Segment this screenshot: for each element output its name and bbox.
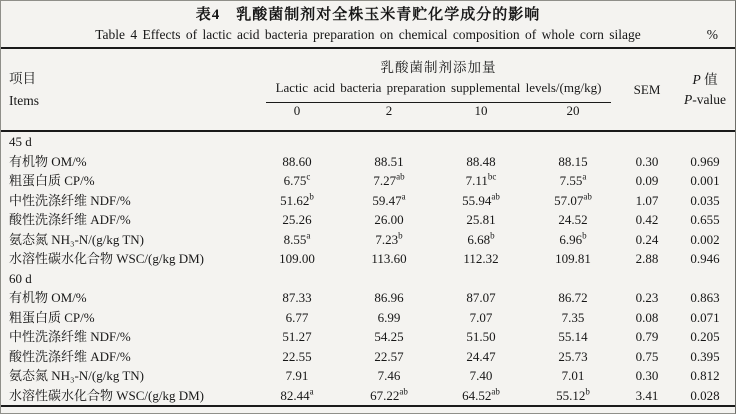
item-cell: 中性洗涤纤维 NDF/% (9, 192, 131, 208)
value-cell: 51.50 (466, 329, 496, 345)
significance-superscript: ab (399, 386, 408, 397)
value-cell: 7.91 (285, 368, 309, 384)
p-cell: 0.863 (690, 290, 720, 306)
value-cell: 25.26 (282, 212, 312, 228)
sem-cell: 0.23 (635, 290, 659, 306)
header-row-top (1, 48, 735, 103)
sem-cell: 0.75 (635, 348, 659, 364)
value-cell: 54.25 (374, 329, 404, 345)
value-cell: 88.51 (374, 153, 404, 169)
item-cell: 氨态氮 NH₃-N/(g/kg TN) (9, 368, 145, 384)
item-cell: 水溶性碳水化合物 WSC/(g/kg DM) (9, 251, 205, 267)
value-cell: 88.48 (466, 153, 496, 169)
section-label-row (1, 269, 735, 289)
significance-superscript: b (490, 230, 495, 241)
significance-superscript: b (309, 191, 314, 202)
p-cell: 0.035 (690, 192, 720, 208)
value-cell: 88.60 (282, 153, 312, 169)
p-cell: 0.002 (690, 231, 720, 247)
value-cell: 6.77 (285, 309, 309, 325)
value-cell: 25.73 (558, 348, 588, 364)
section-label-row (1, 131, 735, 152)
significance-superscript: c (306, 171, 311, 182)
p-cell: 0.205 (690, 329, 720, 345)
value-cell: 22.55 (282, 348, 312, 364)
sem-column-header: SEM (633, 81, 661, 97)
data-row (1, 230, 735, 250)
levels-spanning-header-text (266, 58, 611, 103)
value-cell: 25.81 (466, 212, 496, 228)
value-cell: 57.07$^{ab}$ (554, 191, 592, 208)
p-value-column-header (675, 48, 735, 131)
sem-cell: 0.09 (635, 173, 659, 189)
value-cell: 7.23$^b$ (375, 230, 403, 247)
value-cell: 55.14 (558, 329, 588, 345)
value-cell: 24.47 (466, 348, 496, 364)
items-column-header (1, 48, 251, 131)
value-cell: 112.32 (463, 251, 499, 267)
value-cell: 51.27 (282, 329, 312, 345)
item-cell: 氨态氮 NH₃-N/(g/kg TN) (9, 231, 145, 247)
item-cell: 有机物 OM/% (9, 153, 87, 169)
items-header-zh: 项目 (9, 70, 36, 86)
level-header-10: 10 (474, 103, 488, 118)
significance-superscript: a (306, 230, 311, 241)
p-cell: 0.395 (690, 348, 720, 364)
p-cell: 0.969 (690, 153, 720, 169)
data-row (1, 366, 735, 386)
significance-superscript: ab (396, 171, 405, 182)
sem-cell: 0.42 (635, 212, 659, 228)
value-cell: 87.07 (466, 290, 496, 306)
table-body (1, 131, 735, 406)
item-cell: 酸性洗涤纤维 ADF/% (9, 348, 131, 364)
sem-cell: 2.88 (635, 251, 659, 267)
levels-header-en: Lactic acid bacteria preparation supplemental levels/(mg/kg) (275, 80, 602, 95)
sem-cell: 0.79 (635, 329, 659, 345)
significance-superscript: a (401, 191, 406, 202)
data-row (1, 171, 735, 191)
item-cell: 中性洗涤纤维 NDF/% (9, 329, 131, 345)
levels-spanning-header (251, 48, 619, 103)
sem-cell: 0.30 (635, 153, 659, 169)
value-cell: 55.12$^b$ (556, 386, 590, 403)
p-header-en: P-value (684, 91, 726, 107)
value-cell: 82.44$^a$ (280, 386, 314, 403)
value-cell: 51.62$^b$ (280, 191, 314, 208)
sem-cell: 0.30 (635, 368, 659, 384)
significance-superscript: ab (491, 191, 500, 202)
p-cell: 0.655 (690, 212, 720, 228)
item-cell: 粗蛋白质 CP/% (9, 309, 95, 325)
significance-superscript: a (582, 171, 587, 182)
table-title-en: Table 4 Effects of lactic acid bacteria preparation on chemical composition of whole corn silage (95, 27, 641, 42)
value-cell: 109.00 (279, 251, 315, 267)
item-cell: 水溶性碳水化合物 WSC/(g/kg DM) (9, 387, 205, 403)
data-row (1, 210, 735, 230)
value-cell: 7.27$^{ab}$ (373, 171, 405, 189)
table-header (1, 48, 735, 131)
data-row (1, 308, 735, 328)
sem-cell: 0.08 (635, 309, 659, 325)
significance-superscript: a (309, 386, 314, 397)
p-cell: 0.071 (690, 309, 720, 325)
value-cell: 87.33 (282, 290, 312, 306)
p-cell: 0.812 (690, 368, 720, 384)
sem-cell: 1.07 (635, 192, 659, 208)
value-cell: 8.55$^a$ (283, 230, 311, 247)
data-row (1, 249, 735, 269)
section-label: 45 d (9, 134, 32, 150)
value-cell: 55.94$^{ab}$ (462, 191, 500, 208)
significance-superscript: b (398, 230, 403, 241)
p-header-zh: P 值 (692, 71, 718, 87)
significance-superscript: ab (491, 386, 500, 397)
value-cell: 24.52 (558, 212, 588, 228)
significance-superscript: b (582, 230, 587, 241)
value-cell: 7.07 (469, 309, 493, 325)
p-cell: 0.946 (690, 251, 720, 267)
level-header-0: 0 (293, 103, 301, 118)
value-cell: 6.75$^c$ (283, 171, 311, 189)
value-cell: 113.60 (371, 251, 407, 267)
items-header-en: Items (9, 92, 39, 108)
value-cell: 86.72 (558, 290, 588, 306)
sem-cell: 3.41 (635, 387, 659, 403)
p-cell: 0.028 (690, 387, 720, 403)
table-title-zh: 表4 乳酸菌制剂对全株玉米青贮化学成分的影响 (195, 7, 541, 23)
value-cell: 7.55$^a$ (559, 171, 587, 189)
item-cell: 粗蛋白质 CP/% (9, 173, 95, 189)
table-caption-row (1, 25, 735, 44)
value-cell: 86.96 (374, 290, 404, 306)
item-cell: 酸性洗涤纤维 ADF/% (9, 212, 131, 228)
level-header-2: 2 (385, 103, 393, 118)
value-cell: 64.52$^{ab}$ (462, 386, 500, 403)
unit-label: % (706, 27, 718, 42)
levels-header-zh: 乳酸菌制剂添加量 (380, 60, 497, 75)
data-row (1, 152, 735, 172)
value-cell: 7.46 (377, 368, 401, 384)
data-row (1, 191, 735, 211)
value-cell: 59.47$^a$ (372, 191, 406, 208)
data-row (1, 288, 735, 308)
item-cell: 有机物 OM/% (9, 290, 87, 306)
significance-superscript: bc (487, 171, 497, 182)
value-cell: 7.11$^{bc}$ (465, 171, 497, 189)
significance-superscript: b (585, 386, 590, 397)
sem-cell: 0.24 (635, 231, 659, 247)
p-cell: 0.001 (690, 173, 720, 189)
value-cell: 6.99 (377, 309, 401, 325)
significance-superscript: ab (583, 191, 592, 202)
value-cell: 109.81 (555, 251, 591, 267)
data-row (1, 386, 735, 407)
value-cell: 6.68$^b$ (467, 230, 495, 247)
value-cell: 22.57 (374, 348, 404, 364)
data-row (1, 347, 735, 367)
results-table (1, 47, 735, 407)
value-cell: 7.35 (561, 309, 585, 325)
section-label: 60 d (9, 270, 32, 286)
value-cell: 7.01 (561, 368, 585, 384)
value-cell: 88.15 (558, 153, 588, 169)
level-header-20: 20 (566, 103, 580, 118)
value-cell: 7.40 (469, 368, 493, 384)
value-cell: 26.00 (374, 212, 404, 228)
data-row (1, 327, 735, 347)
value-cell: 67.22$^{ab}$ (370, 386, 408, 403)
value-cell: 6.96$^b$ (559, 230, 587, 247)
